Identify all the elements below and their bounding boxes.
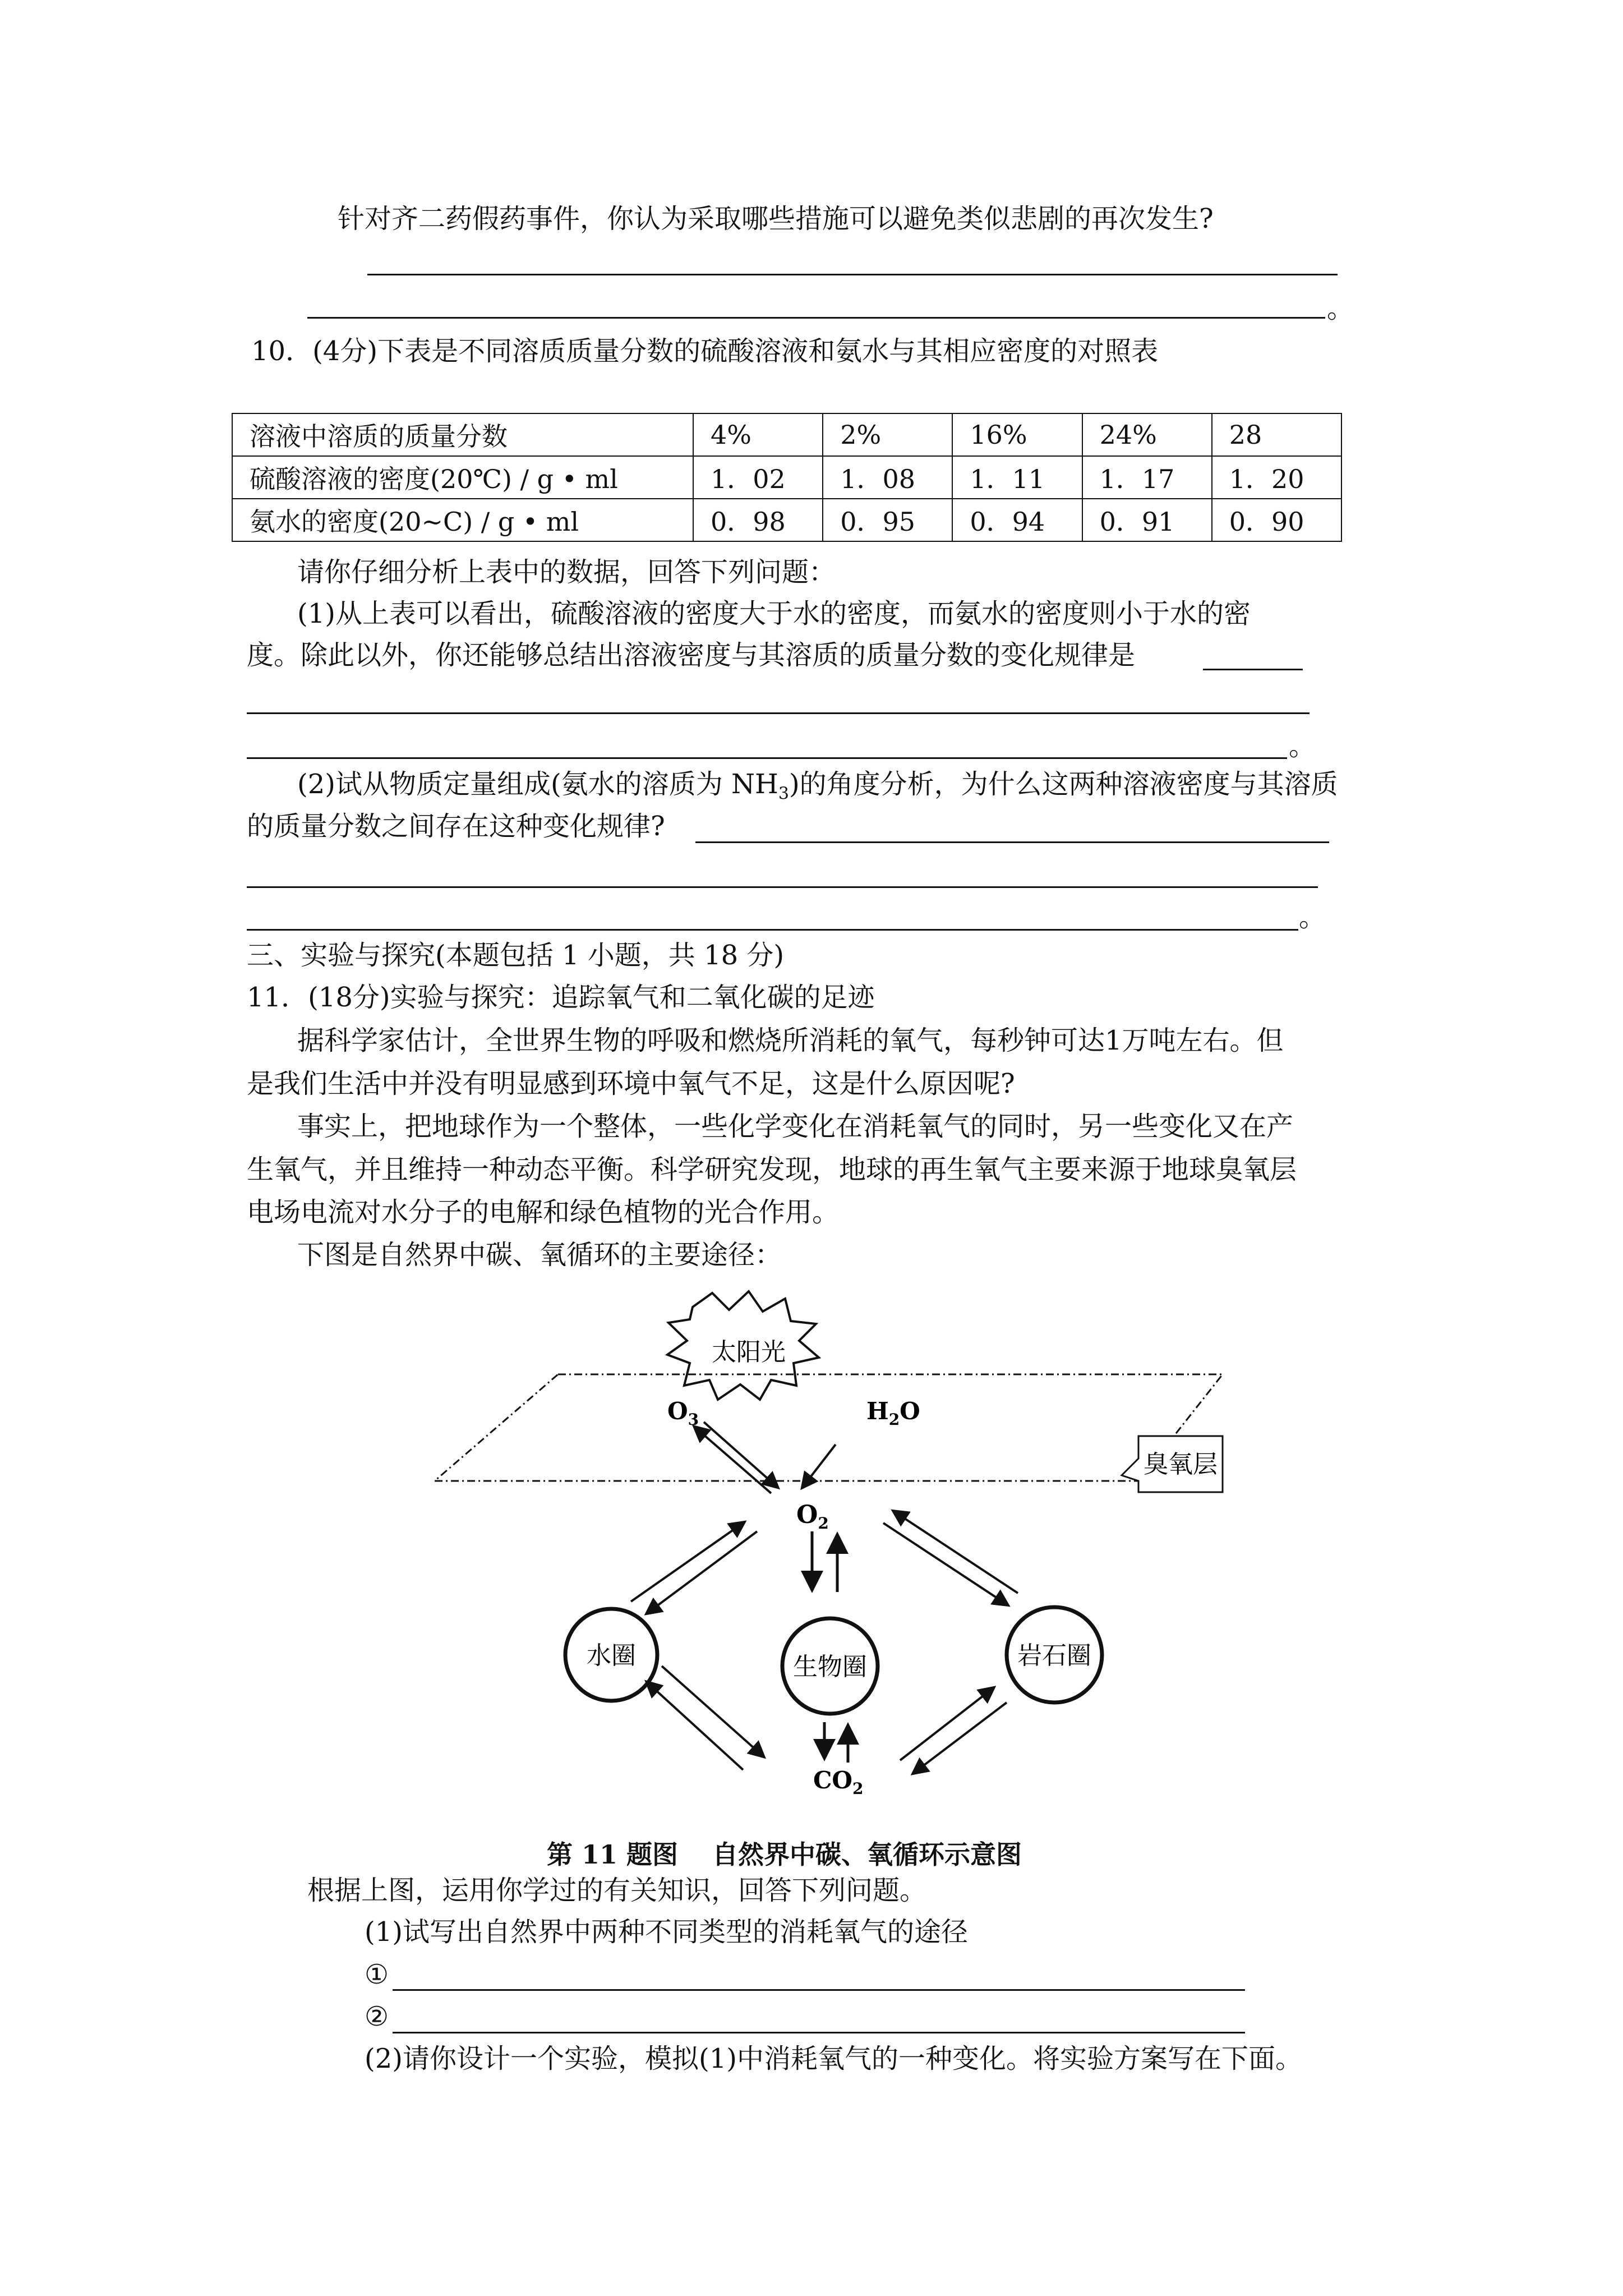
table-cell: 溶液中溶质的质量分数	[232, 413, 693, 456]
sun-label: 太阳光	[712, 1338, 786, 1366]
table-cell: 0．98	[693, 499, 823, 541]
table-cell: 4%	[693, 413, 823, 456]
q10-intro: 请你仔细分析上表中的数据，回答下列问题：	[297, 556, 836, 588]
o3-label: $O_3$	[667, 1397, 699, 1429]
table-cell: 0．94	[952, 499, 1082, 541]
table-cell: 0．90	[1212, 499, 1341, 541]
carbon-oxygen-cycle-diagram	[426, 1285, 1239, 1798]
answer-line[interactable]	[247, 757, 1287, 759]
table-row	[232, 413, 1341, 456]
answer-mark-1: ①	[365, 1959, 389, 1990]
q11-heading: 11．(18分)实验与探究：追踪氧气和二氧化碳的足迹	[247, 982, 875, 1013]
ozone-layer-shape	[435, 1374, 1223, 1481]
density-table	[232, 413, 1342, 542]
h2o-label: $H_2O$	[866, 1397, 920, 1429]
q10-p1-line1: (1)从上表可以看出，硫酸溶液的密度大于水的密度，而氨水的密度则小于水的密	[297, 598, 1251, 629]
table-cell: 0．91	[1082, 499, 1212, 541]
q10-p2-text-b: )的角度分析，为什么这两种溶液密度与其溶质	[789, 769, 1338, 800]
arrow	[695, 1428, 771, 1493]
biosphere-label: 生物圈	[793, 1653, 867, 1681]
table-cell: 16%	[952, 413, 1082, 456]
arrow	[883, 1523, 1007, 1604]
answer-line[interactable]	[393, 2032, 1245, 2033]
table-cell: 1．02	[693, 456, 823, 499]
co2-label: $CO_2$	[813, 1766, 864, 1798]
arrow	[648, 1531, 757, 1613]
table-cell: 2%	[823, 413, 952, 456]
figure-caption-text: 自然界中碳、氧循环示意图	[712, 1839, 1022, 1870]
figure-caption-number: 第 11 题图	[547, 1839, 679, 1870]
answer-mark-2: ②	[365, 2001, 389, 2032]
arrow	[895, 1512, 1018, 1593]
answer-line[interactable]	[247, 712, 1310, 714]
table-row	[232, 456, 1341, 499]
q11-para3: 下图是自然界中碳、氧循环的主要途径：	[297, 1239, 782, 1271]
q11-para1-line1: 据科学家估计，全世界生物的呼吸和燃烧所消耗的氧气，每秒钟可达1万吨左右。但	[297, 1025, 1284, 1056]
q10-p2-line1	[297, 767, 1338, 811]
q10-p2-text-a: (2)试从物质定量组成(氨水的溶质为 NH	[297, 769, 778, 800]
q11-para2-line1: 事实上，把地球作为一个整体，一些化学变化在消耗氧气的同时，另一些变化又在产	[297, 1111, 1294, 1142]
answer-line[interactable]	[695, 841, 1329, 843]
answer-line[interactable]	[307, 317, 1325, 319]
table-cell: 28	[1212, 413, 1341, 456]
answer-line[interactable]	[1203, 669, 1303, 670]
table-cell: 硫酸溶液的密度(20℃) / g • ml	[232, 456, 693, 499]
q11-sub2: (2)请你设计一个实验，模拟(1)中消耗氧气的一种变化。将实验方案写在下面。	[365, 2043, 1302, 2074]
q11-para2-line2: 生氧气，并且维持一种动态平衡。科学研究发现，地球的再生氧气主要来源于地球臭氧层	[247, 1154, 1297, 1185]
table-cell: 1．11	[952, 456, 1082, 499]
table-cell: 1．20	[1212, 456, 1341, 499]
end-mark: 。	[1299, 901, 1326, 933]
table-cell: 1．17	[1082, 456, 1212, 499]
arrow	[704, 1422, 777, 1487]
o2-label: $O_2$	[796, 1501, 829, 1533]
table-cell: 氨水的密度(20~C) / g • ml	[232, 499, 693, 541]
q11-sub1: (1)试写出自然界中两种不同类型的消耗氧气的途径	[365, 1916, 968, 1948]
end-mark: 。	[1289, 730, 1316, 762]
q10-heading: 10．(4分)下表是不同溶质质量分数的硫酸溶液和氨水与其相应密度的对照表	[251, 335, 1159, 367]
q11-para2-line3: 电场电流对水分子的电解和绿色植物的光合作用。	[247, 1197, 840, 1228]
answer-line[interactable]	[247, 929, 1298, 931]
table-cell: 1．08	[823, 456, 952, 499]
answer-line[interactable]	[393, 1989, 1245, 1991]
q10-p1-line2: 度。除此以外，你还能够总结出溶液密度与其溶质的质量分数的变化规律是	[247, 639, 1136, 671]
q9-prompt: 针对齐二药假药事件，你认为采取哪些措施可以避免类似悲剧的再次发生?	[338, 203, 1214, 234]
table-cell: 24%	[1082, 413, 1212, 456]
q11-para1-line2: 是我们生活中并没有明显感到环境中氧气不足，这是什么原因呢?	[247, 1068, 1015, 1099]
end-mark: 。	[1327, 293, 1354, 324]
lithosphere-label: 岩石圈	[1017, 1642, 1091, 1669]
q11-ask: 根据上图，运用你学过的有关知识，回答下列问题。	[307, 1875, 927, 1906]
ozone-layer-label: 臭氧层	[1144, 1451, 1218, 1478]
answer-line[interactable]	[247, 886, 1318, 888]
table-cell: 0．95	[823, 499, 952, 541]
hydrosphere-label: 水圈	[587, 1642, 636, 1669]
section3-heading: 三、实验与探究(本题包括 1 小题，共 18 分)	[247, 940, 785, 971]
arrow	[631, 1523, 743, 1602]
answer-line[interactable]	[367, 274, 1338, 275]
nh3-subscript: 3	[778, 784, 789, 804]
q10-p2-line2: 的质量分数之间存在这种变化规律?	[247, 811, 665, 842]
table-row	[232, 499, 1341, 541]
